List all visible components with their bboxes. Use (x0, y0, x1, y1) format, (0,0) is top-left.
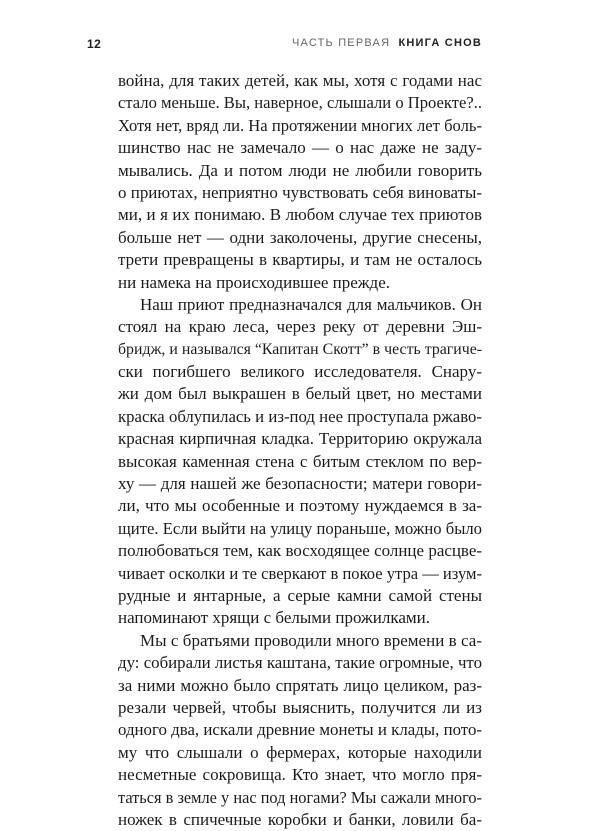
text-line: рудные и янтарные, а серые камни самой стены (118, 585, 482, 605)
text-line: таться в земле у нас под ногами? Мы сажали много- (118, 787, 482, 807)
text-line: Хотя нет, вряд ли. На протяжении многих лет боль- (118, 115, 482, 135)
text-line: за ними можно было спрятать лицо целиком, раз- (118, 675, 482, 695)
text-line: стало меньше. Вы, наверное, слышали о Проекте?.. (118, 93, 482, 113)
text-line: ски погибшего великого исследователя. Снару- (118, 362, 482, 382)
body-text (118, 70, 482, 831)
running-head (292, 37, 482, 49)
text-line: высокая каменная стена с битым стеклом по вер- (118, 451, 482, 471)
page-header (0, 37, 600, 57)
text-line: ду: собирали листья каштана, такие огромные, что (118, 653, 482, 673)
part-label: ЧАСТЬ ПЕРВАЯ (292, 37, 391, 49)
text-line: резали червей, чтобы выяснить, получится ли из (118, 697, 482, 717)
text-line: ножек в спичечные коробки и банки, ловили ба- (118, 809, 482, 829)
text-line: жи дом был выкрашен в белый цвет, но местами (118, 384, 482, 404)
text-line: щите. Если выйти на улицу пораньше, можно было (118, 518, 482, 538)
text-line: полюбоваться тем, как восходящее солнце расцве- (118, 541, 482, 561)
text-line: несметные сокровища. Кто знает, что могло пря- (118, 765, 482, 785)
text-line: шинство нас не замечало — о нас даже не заду- (118, 138, 482, 158)
text-line: Мы с братьями проводили много времени в са- (140, 630, 482, 650)
text-line: бридж, и назывался “Капитан Скотт” в честь трагиче- (118, 340, 482, 358)
text-line: краска облупилась и из-под нее проступала ржаво- (118, 406, 482, 426)
paragraph-3 (118, 630, 482, 831)
text-line: напоминают хрящи с белыми прожилками. (118, 608, 431, 628)
text-line: му что слышали о фермерах, которые находили (118, 742, 482, 762)
text-line: ли, что мы особенные и поэтому нуждаемся в за- (118, 496, 482, 516)
text-line: мывались. Да и потом люди не любили говорить (118, 160, 482, 180)
text-line: о приютах, неприятно чувствовать себя виноваты- (118, 182, 482, 202)
text-line: одного два, искали древние монеты и клады, пото- (118, 720, 482, 740)
text-line: ни намека на происходившее прежде. (118, 272, 390, 292)
text-line: Наш приют предназначался для мальчиков. Он (140, 294, 482, 314)
text-line: война, для таких детей, как мы, хотя с годами нас (118, 71, 482, 90)
text-line: ми, и я их понимаю. В любом случае тех приютов (118, 205, 482, 225)
page-number: 12 (87, 37, 102, 51)
text-line: ху — для нашей же безопасности; матери говори- (118, 474, 482, 494)
book-title: КНИГА СНОВ (398, 37, 482, 49)
text-line: чивает осколки и те сверкают в покое утра — изум- (118, 563, 482, 583)
paragraph-1 (118, 70, 482, 294)
text-line: больше нет — одни заколочены, другие снесены, (118, 227, 482, 247)
paragraph-2 (118, 294, 482, 630)
text-line: красная кирпичная кладка. Территорию окружала (118, 429, 482, 449)
text-line: стоял на краю леса, через реку от деревни Эш- (118, 317, 482, 337)
text-line: трети превращены в квартиры, и там не осталось (118, 250, 482, 270)
